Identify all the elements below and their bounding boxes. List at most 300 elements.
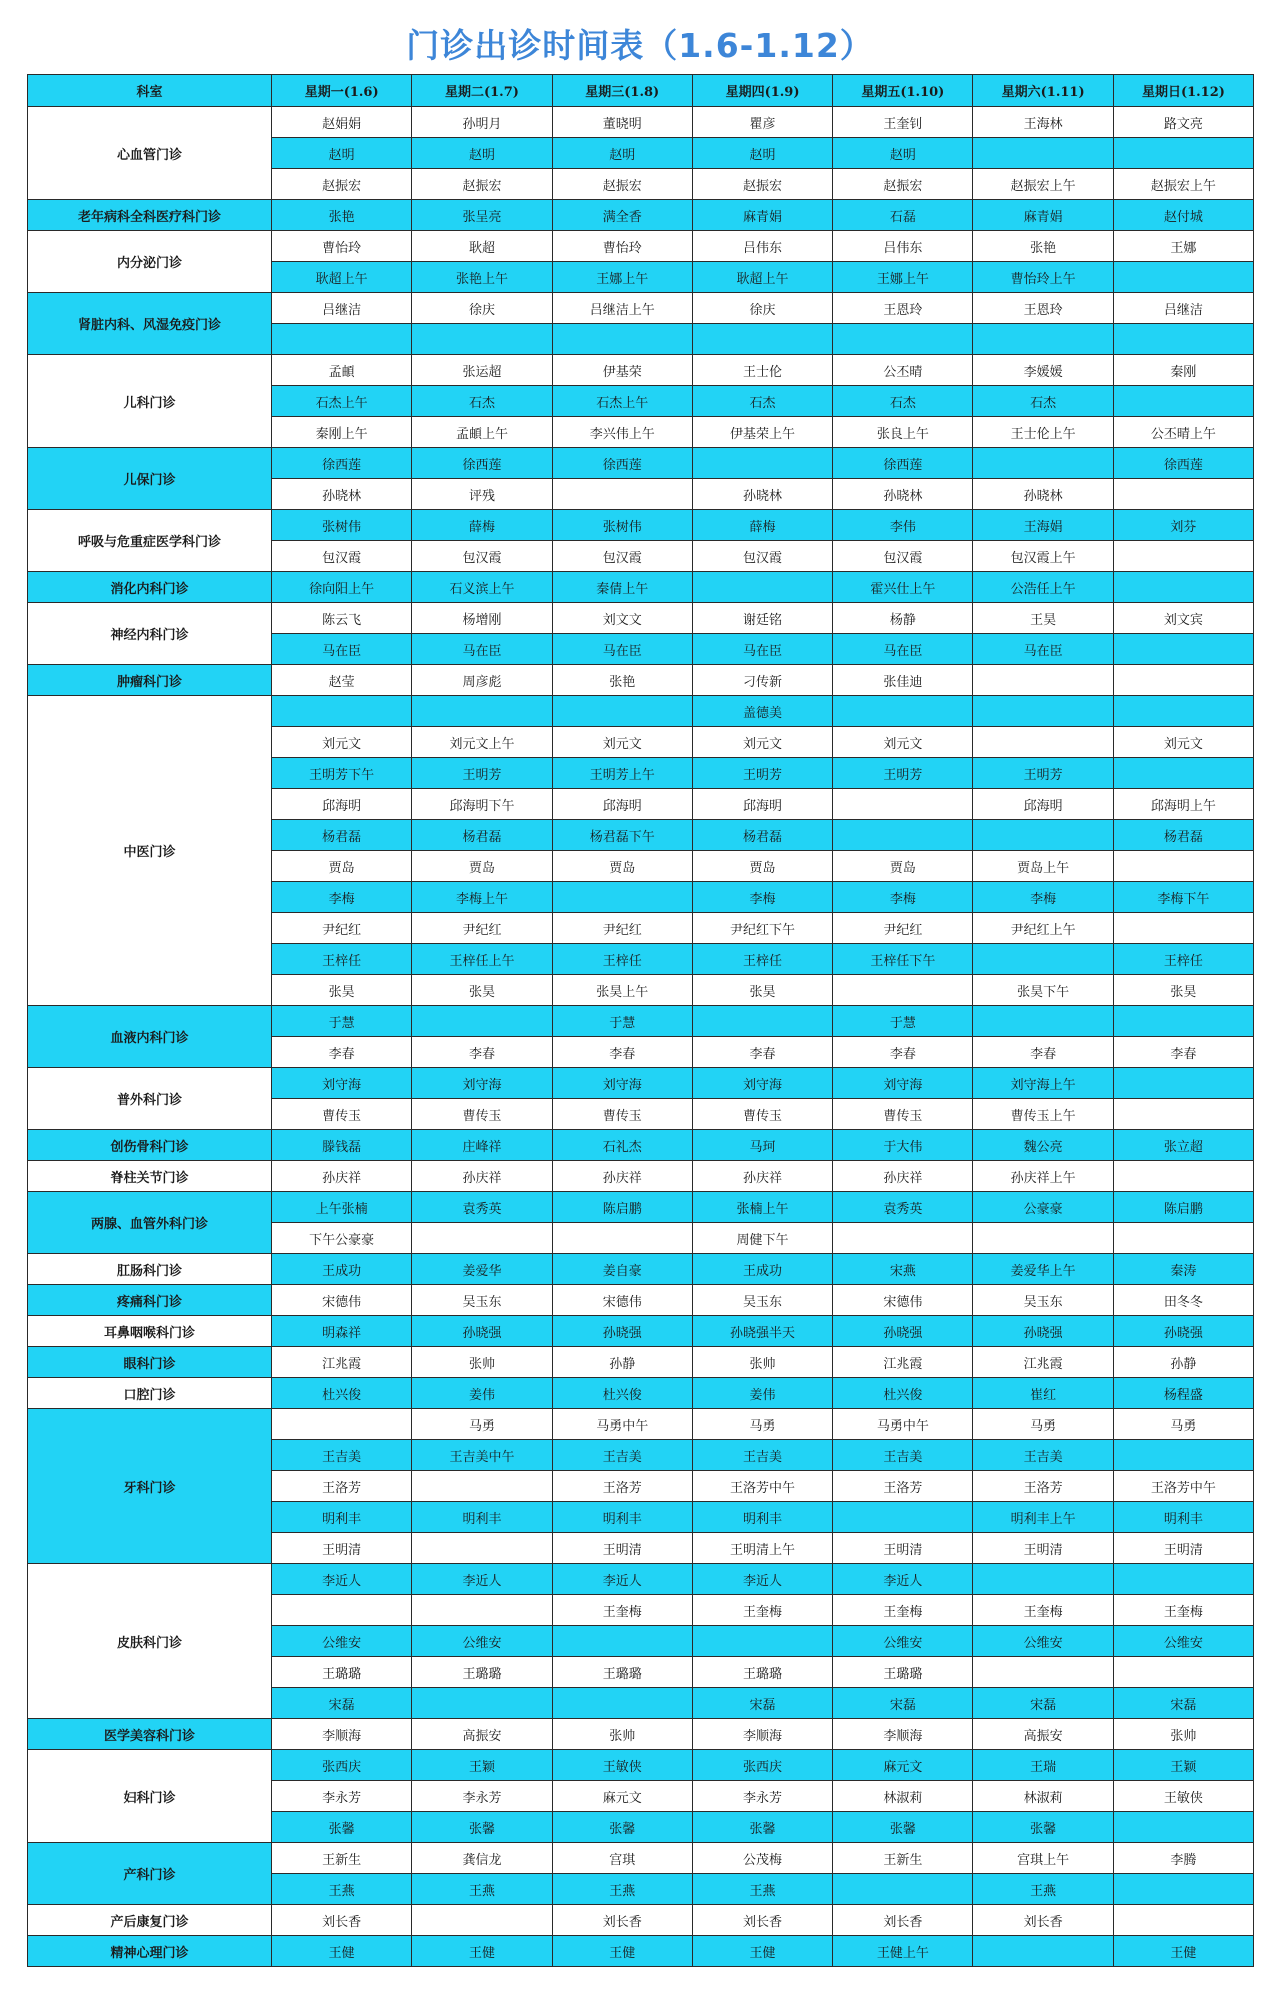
schedule-cell: 张帅 — [1113, 1719, 1253, 1750]
schedule-cell: 王明清 — [1113, 1533, 1253, 1564]
table-row — [28, 1068, 1254, 1099]
schedule-cell: 王明芳 — [973, 758, 1113, 789]
schedule-cell: 公维安 — [272, 1626, 412, 1657]
department-name: 牙科门诊 — [28, 1409, 272, 1564]
schedule-cell: 包汉霞 — [833, 541, 973, 572]
schedule-cell: 张西庆 — [272, 1750, 412, 1781]
schedule-cell: 赵振宏 — [412, 169, 552, 200]
department-name: 产后康复门诊 — [28, 1905, 272, 1936]
schedule-cell: 王奎梅 — [1113, 1595, 1253, 1626]
table-row — [28, 1564, 1254, 1595]
table-header-row — [28, 75, 1254, 107]
schedule-cell: 王璐璐 — [833, 1657, 973, 1688]
schedule-cell: 王奎梅 — [692, 1595, 832, 1626]
schedule-cell — [412, 1905, 552, 1936]
schedule-cell: 评残 — [412, 479, 552, 510]
schedule-cell: 石杰 — [412, 386, 552, 417]
schedule-cell: 吴玉东 — [973, 1285, 1113, 1316]
schedule-cell: 董晓明 — [552, 107, 692, 138]
schedule-cell: 马勇 — [692, 1409, 832, 1440]
schedule-cell: 公茂梅 — [692, 1843, 832, 1874]
schedule-cell: 吕继洁上午 — [552, 293, 692, 324]
schedule-cell: 徐向阳上午 — [272, 572, 412, 603]
schedule-cell: 王明清 — [973, 1533, 1113, 1564]
schedule-cell: 刘守海 — [692, 1068, 832, 1099]
schedule-cell: 王健 — [552, 1936, 692, 1967]
schedule-cell: 张艳上午 — [412, 262, 552, 293]
schedule-cell: 孙庆祥 — [692, 1161, 832, 1192]
schedule-cell — [973, 820, 1113, 851]
schedule-cell: 张馨 — [833, 1812, 973, 1843]
department-name: 儿科门诊 — [28, 355, 272, 448]
department-name: 疼痛科门诊 — [28, 1285, 272, 1316]
schedule-cell: 王明清 — [272, 1533, 412, 1564]
schedule-cell: 邱海明 — [552, 789, 692, 820]
schedule-cell — [1113, 479, 1253, 510]
schedule-cell: 王梓任 — [692, 944, 832, 975]
schedule-cell: 刘元文上午 — [412, 727, 552, 758]
schedule-cell — [412, 324, 552, 355]
schedule-cell: 孙庆祥 — [272, 1161, 412, 1192]
schedule-cell: 王健上午 — [833, 1936, 973, 1967]
table-row — [28, 1905, 1254, 1936]
header-mon: 星期一(1.6) — [272, 75, 412, 107]
schedule-cell: 李梅 — [833, 882, 973, 913]
schedule-cell: 杨程盛 — [1113, 1378, 1253, 1409]
schedule-cell: 高振安 — [412, 1719, 552, 1750]
schedule-cell: 张良上午 — [833, 417, 973, 448]
schedule-cell: 明利丰 — [412, 1502, 552, 1533]
schedule-cell: 张佳迪 — [833, 665, 973, 696]
schedule-cell: 江兆霞 — [833, 1347, 973, 1378]
schedule-cell: 尹纪红 — [552, 913, 692, 944]
schedule-cell: 吕伟东 — [833, 231, 973, 262]
schedule-cell: 张树伟 — [552, 510, 692, 541]
schedule-cell: 满全香 — [552, 200, 692, 231]
schedule-cell: 尹纪红 — [272, 913, 412, 944]
schedule-cell: 宋磊 — [833, 1688, 973, 1719]
schedule-cell: 王娜上午 — [552, 262, 692, 293]
schedule-cell: 姜爱华上午 — [973, 1254, 1113, 1285]
schedule-cell: 姜爱华 — [412, 1254, 552, 1285]
schedule-cell: 杨君磊下午 — [552, 820, 692, 851]
schedule-cell: 张馨 — [552, 1812, 692, 1843]
schedule-cell: 孙庆祥上午 — [973, 1161, 1113, 1192]
schedule-cell: 李梅 — [973, 882, 1113, 913]
department-name: 心血管门诊 — [28, 107, 272, 200]
schedule-cell: 瞿彦 — [692, 107, 832, 138]
schedule-cell: 赵明 — [552, 138, 692, 169]
schedule-cell — [1113, 1440, 1253, 1471]
schedule-cell: 张西庆 — [692, 1750, 832, 1781]
schedule-cell: 石义滨上午 — [412, 572, 552, 603]
schedule-cell: 李伟 — [833, 510, 973, 541]
schedule-cell — [1113, 386, 1253, 417]
schedule-cell: 赵明 — [412, 138, 552, 169]
schedule-cell: 王梓任 — [272, 944, 412, 975]
schedule-cell: 于慧 — [833, 1006, 973, 1037]
table-row — [28, 1254, 1254, 1285]
schedule-cell: 邱海明 — [692, 789, 832, 820]
schedule-cell: 李近人 — [692, 1564, 832, 1595]
table-row — [28, 107, 1254, 138]
schedule-cell — [692, 572, 832, 603]
schedule-cell: 陈云飞 — [272, 603, 412, 634]
schedule-cell: 石杰上午 — [272, 386, 412, 417]
schedule-cell: 伊基荣 — [552, 355, 692, 386]
schedule-cell: 王洛芳 — [833, 1471, 973, 1502]
schedule-cell: 明利丰 — [1113, 1502, 1253, 1533]
schedule-cell: 张艳 — [973, 231, 1113, 262]
schedule-cell: 袁秀英 — [833, 1192, 973, 1223]
schedule-cell: 张帅 — [692, 1347, 832, 1378]
schedule-cell: 姜自豪 — [552, 1254, 692, 1285]
schedule-cell: 吴玉东 — [412, 1285, 552, 1316]
schedule-cell: 李梅上午 — [412, 882, 552, 913]
schedule-cell: 邱海明上午 — [1113, 789, 1253, 820]
schedule-cell: 王吉美 — [973, 1440, 1113, 1471]
schedule-cell: 徐西莲 — [833, 448, 973, 479]
schedule-cell: 包汉霞上午 — [973, 541, 1113, 572]
schedule-cell: 陈启鹏 — [1113, 1192, 1253, 1223]
schedule-cell: 曹怡玲 — [552, 231, 692, 262]
schedule-cell — [272, 696, 412, 727]
schedule-cell: 王健 — [412, 1936, 552, 1967]
department-name: 儿保门诊 — [28, 448, 272, 510]
schedule-cell: 王璐璐 — [552, 1657, 692, 1688]
schedule-cell: 李永芳 — [412, 1781, 552, 1812]
schedule-cell: 王娜上午 — [833, 262, 973, 293]
department-name: 肛肠科门诊 — [28, 1254, 272, 1285]
schedule-cell — [973, 448, 1113, 479]
schedule-cell: 马在臣 — [833, 634, 973, 665]
page-title: 门诊出诊时间表（1.6-1.12） — [406, 26, 874, 65]
schedule-cell: 李梅 — [692, 882, 832, 913]
schedule-cell — [1113, 913, 1253, 944]
schedule-cell — [412, 1471, 552, 1502]
schedule-cell: 李近人 — [833, 1564, 973, 1595]
schedule-cell: 孟頔 — [272, 355, 412, 386]
table-row — [28, 572, 1254, 603]
schedule-cell: 公丕晴 — [833, 355, 973, 386]
schedule-cell: 江兆霞 — [973, 1347, 1113, 1378]
schedule-cell — [1113, 1099, 1253, 1130]
schedule-cell: 马勇 — [412, 1409, 552, 1440]
schedule-cell — [412, 1533, 552, 1564]
schedule-cell: 王新生 — [833, 1843, 973, 1874]
schedule-cell: 赵娟娟 — [272, 107, 412, 138]
schedule-cell: 陈启鹏 — [552, 1192, 692, 1223]
schedule-cell: 龚信龙 — [412, 1843, 552, 1874]
schedule-cell — [552, 696, 692, 727]
table-row — [28, 1347, 1254, 1378]
schedule-cell — [1113, 1657, 1253, 1688]
schedule-cell: 吕继洁 — [1113, 293, 1253, 324]
schedule-cell: 王明清 — [833, 1533, 973, 1564]
schedule-cell: 李永芳 — [692, 1781, 832, 1812]
schedule-cell: 孙明月 — [412, 107, 552, 138]
schedule-cell: 刘元文 — [833, 727, 973, 758]
schedule-cell: 张呈亮 — [412, 200, 552, 231]
department-name: 中医门诊 — [28, 696, 272, 1006]
schedule-cell: 秦刚上午 — [272, 417, 412, 448]
schedule-cell: 张馨 — [272, 1812, 412, 1843]
schedule-cell: 王吉美 — [692, 1440, 832, 1471]
schedule-cell: 赵振宏 — [552, 169, 692, 200]
schedule-cell: 李兴伟上午 — [552, 417, 692, 448]
schedule-cell: 马在臣 — [272, 634, 412, 665]
schedule-cell — [833, 975, 973, 1006]
schedule-cell: 庄峰祥 — [412, 1130, 552, 1161]
schedule-cell: 包汉霞 — [552, 541, 692, 572]
schedule-cell: 宫琪上午 — [973, 1843, 1113, 1874]
schedule-cell — [272, 324, 412, 355]
schedule-cell — [833, 820, 973, 851]
schedule-cell: 王奎梅 — [833, 1595, 973, 1626]
schedule-cell: 马勇 — [973, 1409, 1113, 1440]
schedule-cell: 王娜 — [1113, 231, 1253, 262]
schedule-cell: 刘元文 — [1113, 727, 1253, 758]
schedule-cell — [1113, 324, 1253, 355]
schedule-cell: 王燕 — [692, 1874, 832, 1905]
schedule-cell: 林淑莉 — [833, 1781, 973, 1812]
schedule-cell: 赵振宏上午 — [973, 169, 1113, 200]
schedule-cell: 刘长香 — [973, 1905, 1113, 1936]
schedule-cell: 王吉美 — [552, 1440, 692, 1471]
schedule-cell: 明利丰 — [272, 1502, 412, 1533]
schedule-cell — [552, 324, 692, 355]
schedule-cell — [973, 138, 1113, 169]
schedule-cell: 孙晓强 — [552, 1316, 692, 1347]
schedule-cell: 秦刚 — [1113, 355, 1253, 386]
department-name: 妇科门诊 — [28, 1750, 272, 1843]
table-row — [28, 1316, 1254, 1347]
schedule-cell: 孙晓林 — [692, 479, 832, 510]
schedule-cell: 王洛芳 — [552, 1471, 692, 1502]
schedule-cell: 赵振宏上午 — [1113, 169, 1253, 200]
schedule-cell: 刘长香 — [552, 1905, 692, 1936]
schedule-cell — [833, 324, 973, 355]
schedule-cell — [412, 696, 552, 727]
schedule-cell: 邱海明下午 — [412, 789, 552, 820]
schedule-cell: 刘长香 — [692, 1905, 832, 1936]
schedule-cell: 公维安 — [412, 1626, 552, 1657]
schedule-cell: 孙庆祥 — [412, 1161, 552, 1192]
table-row — [28, 355, 1254, 386]
schedule-cell: 包汉霞 — [412, 541, 552, 572]
schedule-cell — [1113, 572, 1253, 603]
schedule-cell: 李顺海 — [692, 1719, 832, 1750]
table-row — [28, 1006, 1254, 1037]
schedule-cell: 公维安 — [833, 1626, 973, 1657]
schedule-cell: 公浩任上午 — [973, 572, 1113, 603]
schedule-cell — [1113, 1905, 1253, 1936]
schedule-cell: 徐庆 — [412, 293, 552, 324]
schedule-cell: 吴玉东 — [692, 1285, 832, 1316]
schedule-cell — [1113, 1564, 1253, 1595]
table-row — [28, 1409, 1254, 1440]
schedule-cell: 王吉美中午 — [412, 1440, 552, 1471]
schedule-cell: 刘守海 — [552, 1068, 692, 1099]
schedule-cell: 周彦彪 — [412, 665, 552, 696]
schedule-cell — [973, 1006, 1113, 1037]
department-name: 皮肤科门诊 — [28, 1564, 272, 1719]
schedule-cell: 王海林 — [973, 107, 1113, 138]
schedule-cell: 张树伟 — [272, 510, 412, 541]
schedule-cell — [272, 1595, 412, 1626]
schedule-cell — [552, 882, 692, 913]
table-row — [28, 1936, 1254, 1967]
schedule-cell: 秦倩上午 — [552, 572, 692, 603]
schedule-cell: 田冬冬 — [1113, 1285, 1253, 1316]
schedule-cell — [973, 324, 1113, 355]
schedule-cell: 宋磊 — [272, 1688, 412, 1719]
schedule-cell: 江兆霞 — [272, 1347, 412, 1378]
schedule-cell: 张昊 — [412, 975, 552, 1006]
department-name: 医学美容科门诊 — [28, 1719, 272, 1750]
schedule-cell — [412, 1595, 552, 1626]
schedule-cell — [412, 1006, 552, 1037]
schedule-cell: 赵明 — [692, 138, 832, 169]
schedule-cell: 孙晓强 — [973, 1316, 1113, 1347]
department-name: 神经内科门诊 — [28, 603, 272, 665]
schedule-cell: 张运超 — [412, 355, 552, 386]
schedule-cell: 李春 — [272, 1037, 412, 1068]
schedule-cell — [1113, 665, 1253, 696]
schedule-cell: 姜伟 — [412, 1378, 552, 1409]
schedule-cell: 宋德伟 — [833, 1285, 973, 1316]
department-name: 口腔门诊 — [28, 1378, 272, 1409]
schedule-cell: 薛梅 — [412, 510, 552, 541]
schedule-cell — [692, 324, 832, 355]
schedule-cell: 李腾 — [1113, 1843, 1253, 1874]
schedule-cell — [973, 696, 1113, 727]
schedule-cell: 刘芬 — [1113, 510, 1253, 541]
schedule-cell: 伊基荣上午 — [692, 417, 832, 448]
schedule-cell: 李春 — [692, 1037, 832, 1068]
schedule-cell: 王洛芳 — [272, 1471, 412, 1502]
schedule-cell: 王明芳 — [692, 758, 832, 789]
schedule-cell — [1113, 541, 1253, 572]
schedule-cell: 公丕晴上午 — [1113, 417, 1253, 448]
schedule-cell: 马在臣 — [552, 634, 692, 665]
schedule-cell: 曹传玉 — [552, 1099, 692, 1130]
schedule-cell: 王士伦 — [692, 355, 832, 386]
schedule-cell: 王健 — [1113, 1936, 1253, 1967]
schedule-table — [27, 74, 1254, 1967]
schedule-cell: 李春 — [1113, 1037, 1253, 1068]
schedule-cell — [1113, 1161, 1253, 1192]
schedule-cell: 王敏侠 — [1113, 1781, 1253, 1812]
schedule-cell — [1113, 634, 1253, 665]
schedule-cell: 王奎梅 — [973, 1595, 1113, 1626]
schedule-cell — [973, 727, 1113, 758]
table-row — [28, 1843, 1254, 1874]
schedule-cell — [412, 1223, 552, 1254]
table-row — [28, 510, 1254, 541]
schedule-cell: 赵振宏 — [272, 169, 412, 200]
department-name: 眼科门诊 — [28, 1347, 272, 1378]
department-name: 精神心理门诊 — [28, 1936, 272, 1967]
schedule-cell: 王健 — [692, 1936, 832, 1967]
schedule-cell: 崔红 — [973, 1378, 1113, 1409]
table-row — [28, 1750, 1254, 1781]
schedule-cell: 王明清 — [552, 1533, 692, 1564]
schedule-cell: 刁传新 — [692, 665, 832, 696]
schedule-cell: 石杰 — [973, 386, 1113, 417]
schedule-cell: 李顺海 — [272, 1719, 412, 1750]
schedule-cell: 李永芳 — [272, 1781, 412, 1812]
schedule-cell: 徐庆 — [692, 293, 832, 324]
schedule-cell: 李近人 — [272, 1564, 412, 1595]
schedule-cell: 张帅 — [412, 1347, 552, 1378]
schedule-cell: 盖德美 — [692, 696, 832, 727]
schedule-cell: 马在臣 — [692, 634, 832, 665]
schedule-cell: 贾岛 — [692, 851, 832, 882]
schedule-cell — [552, 1223, 692, 1254]
schedule-cell: 王颖 — [412, 1750, 552, 1781]
schedule-cell: 李梅下午 — [1113, 882, 1253, 913]
table-row — [28, 665, 1254, 696]
schedule-cell: 孙晓强 — [833, 1316, 973, 1347]
schedule-cell: 王洛芳 — [973, 1471, 1113, 1502]
schedule-cell: 张立超 — [1113, 1130, 1253, 1161]
department-name: 脊柱关节门诊 — [28, 1161, 272, 1192]
schedule-cell: 孙晓林 — [973, 479, 1113, 510]
schedule-cell: 贾岛上午 — [973, 851, 1113, 882]
schedule-cell: 杜兴俊 — [552, 1378, 692, 1409]
schedule-cell — [833, 1502, 973, 1533]
schedule-cell — [1113, 138, 1253, 169]
schedule-cell — [833, 789, 973, 820]
schedule-cell: 王梓任上午 — [412, 944, 552, 975]
schedule-cell: 王奎钊 — [833, 107, 973, 138]
schedule-cell: 公豪豪 — [973, 1192, 1113, 1223]
table-row — [28, 231, 1254, 262]
schedule-cell: 王梓任下午 — [833, 944, 973, 975]
schedule-cell: 马在臣 — [412, 634, 552, 665]
schedule-cell: 马勇 — [1113, 1409, 1253, 1440]
department-name: 老年病科全科医疗科门诊 — [28, 200, 272, 231]
schedule-cell: 薛梅 — [692, 510, 832, 541]
schedule-cell: 麻青娟 — [973, 200, 1113, 231]
table-row — [28, 603, 1254, 634]
schedule-cell: 王海娟 — [973, 510, 1113, 541]
schedule-cell: 尹纪红 — [412, 913, 552, 944]
schedule-cell: 马勇中午 — [552, 1409, 692, 1440]
schedule-cell: 张昊 — [692, 975, 832, 1006]
schedule-cell: 尹纪红上午 — [973, 913, 1113, 944]
table-row — [28, 448, 1254, 479]
schedule-cell — [1113, 1006, 1253, 1037]
schedule-cell: 王成功 — [692, 1254, 832, 1285]
schedule-cell: 孟頔上午 — [412, 417, 552, 448]
schedule-cell: 于慧 — [552, 1006, 692, 1037]
header-sat: 星期六(1.11) — [973, 75, 1113, 107]
schedule-cell — [1113, 851, 1253, 882]
schedule-cell: 王吉美 — [272, 1440, 412, 1471]
schedule-cell — [692, 448, 832, 479]
table-row — [28, 1130, 1254, 1161]
schedule-cell — [973, 1657, 1113, 1688]
schedule-cell: 赵振宏 — [692, 169, 832, 200]
schedule-cell: 徐西莲 — [272, 448, 412, 479]
schedule-cell — [973, 1564, 1113, 1595]
schedule-cell: 于慧 — [272, 1006, 412, 1037]
schedule-cell: 孙晓强 — [412, 1316, 552, 1347]
schedule-cell: 孙静 — [552, 1347, 692, 1378]
schedule-cell: 石磊 — [833, 200, 973, 231]
